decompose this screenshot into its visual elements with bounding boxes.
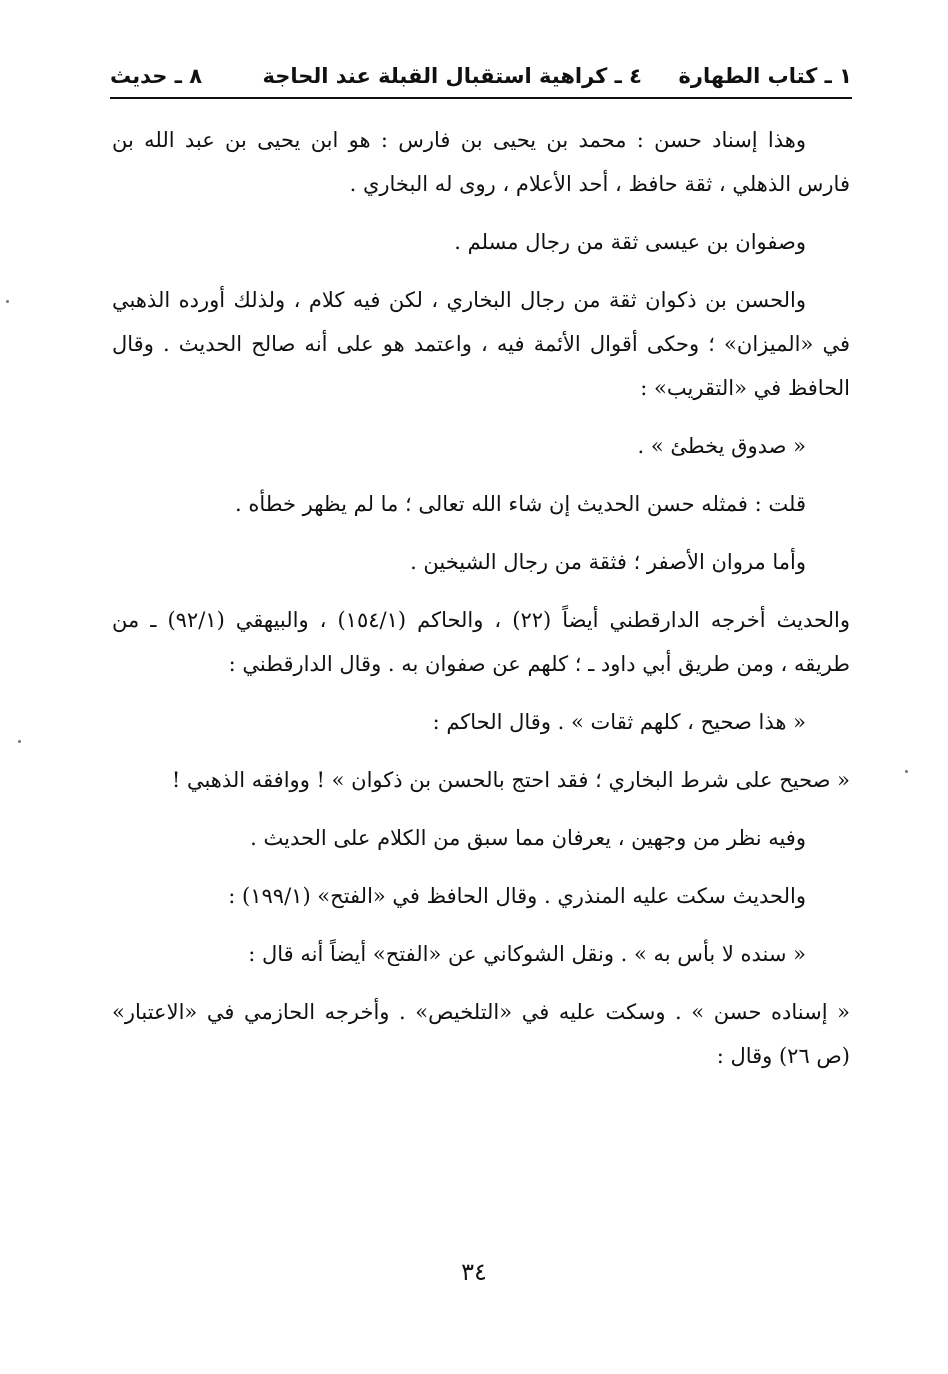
paragraph-marwan: وأما مروان الأصفر ؛ فثقة من رجال الشيخين . (410, 550, 806, 574)
paragraph-critique: وفيه نظر من وجهين ، يعرفان مما سبق من الكلام على الحديث . (250, 826, 806, 850)
header-hadith-number: ٨ ـ حديث (110, 64, 203, 88)
header-book-title: ١ ـ كتاب الطهارة (678, 64, 852, 88)
page-number: ٣٤ (461, 1258, 487, 1286)
running-header (110, 60, 852, 96)
header-rule (110, 97, 852, 99)
scan-speck (6, 300, 9, 303)
quote-fath: « سنده لا بأس به » . ونقل الشوكاني عن «الفتح» أيضاً أنه قال : (248, 942, 806, 966)
paragraph-safwan: وصفوان بن عيسى ثقة من رجال مسلم . (454, 230, 806, 254)
page-body (112, 118, 850, 1078)
scan-speck (18, 740, 21, 743)
paragraph-hasan: والحسن بن ذكوان ثقة من رجال البخاري ، لكن فيه كلام ، ولذلك أورده الذهبي في «الميزان» ؛ وحكى أقوال الأئمة فيه ، واعتمد هو على أنه صالح الحديث . وقال الحافظ في «التقريب» : (112, 288, 850, 400)
paragraph-mundhiri: والحديث سكت عليه المنذري . وقال الحافظ في «الفتح» (١٩٩/١) : (228, 884, 806, 908)
paragraph-takhrij: والحديث أخرجه الدارقطني أيضاً (٢٢) ، والحاكم (١٥٤/١) ، والبيهقي (٩٢/١) ـ من طريقه ، ومن طريق أبي داود ـ ؛ كلهم عن صفوان به . وقال الدارقطني : (112, 608, 850, 676)
paragraph-comment: قلت : فمثله حسن الحديث إن شاء الله تعالى ؛ ما لم يظهر خطأه . (234, 492, 806, 516)
quote-hakim: « صحيح على شرط البخاري ؛ فقد احتج بالحسن بن ذكوان » ! ووافقه الذهبي ! (171, 768, 850, 792)
scan-speck (905, 770, 908, 773)
quote-taqrib: « صدوق يخطئ » . (637, 434, 806, 458)
paragraph-isnad: وهذا إسناد حسن : محمد بن يحيى بن فارس : هو ابن يحيى بن عبد الله بن فارس الذهلي ، ثقة حافظ ، أحد الأعلام ، روى له البخاري . (112, 128, 850, 196)
header-chapter-title: ٤ ـ كراهية استقبال القبلة عند الحاجة (262, 64, 642, 88)
quote-daraqutni: « هذا صحيح ، كلهم ثقات » . وقال الحاكم : (432, 710, 806, 734)
paragraph-hazimi: « إسناده حسن » . وسكت عليه في «التلخيص» . وأخرجه الحازمي في «الاعتبار» (ص ٢٦) وقال : (112, 1000, 850, 1068)
